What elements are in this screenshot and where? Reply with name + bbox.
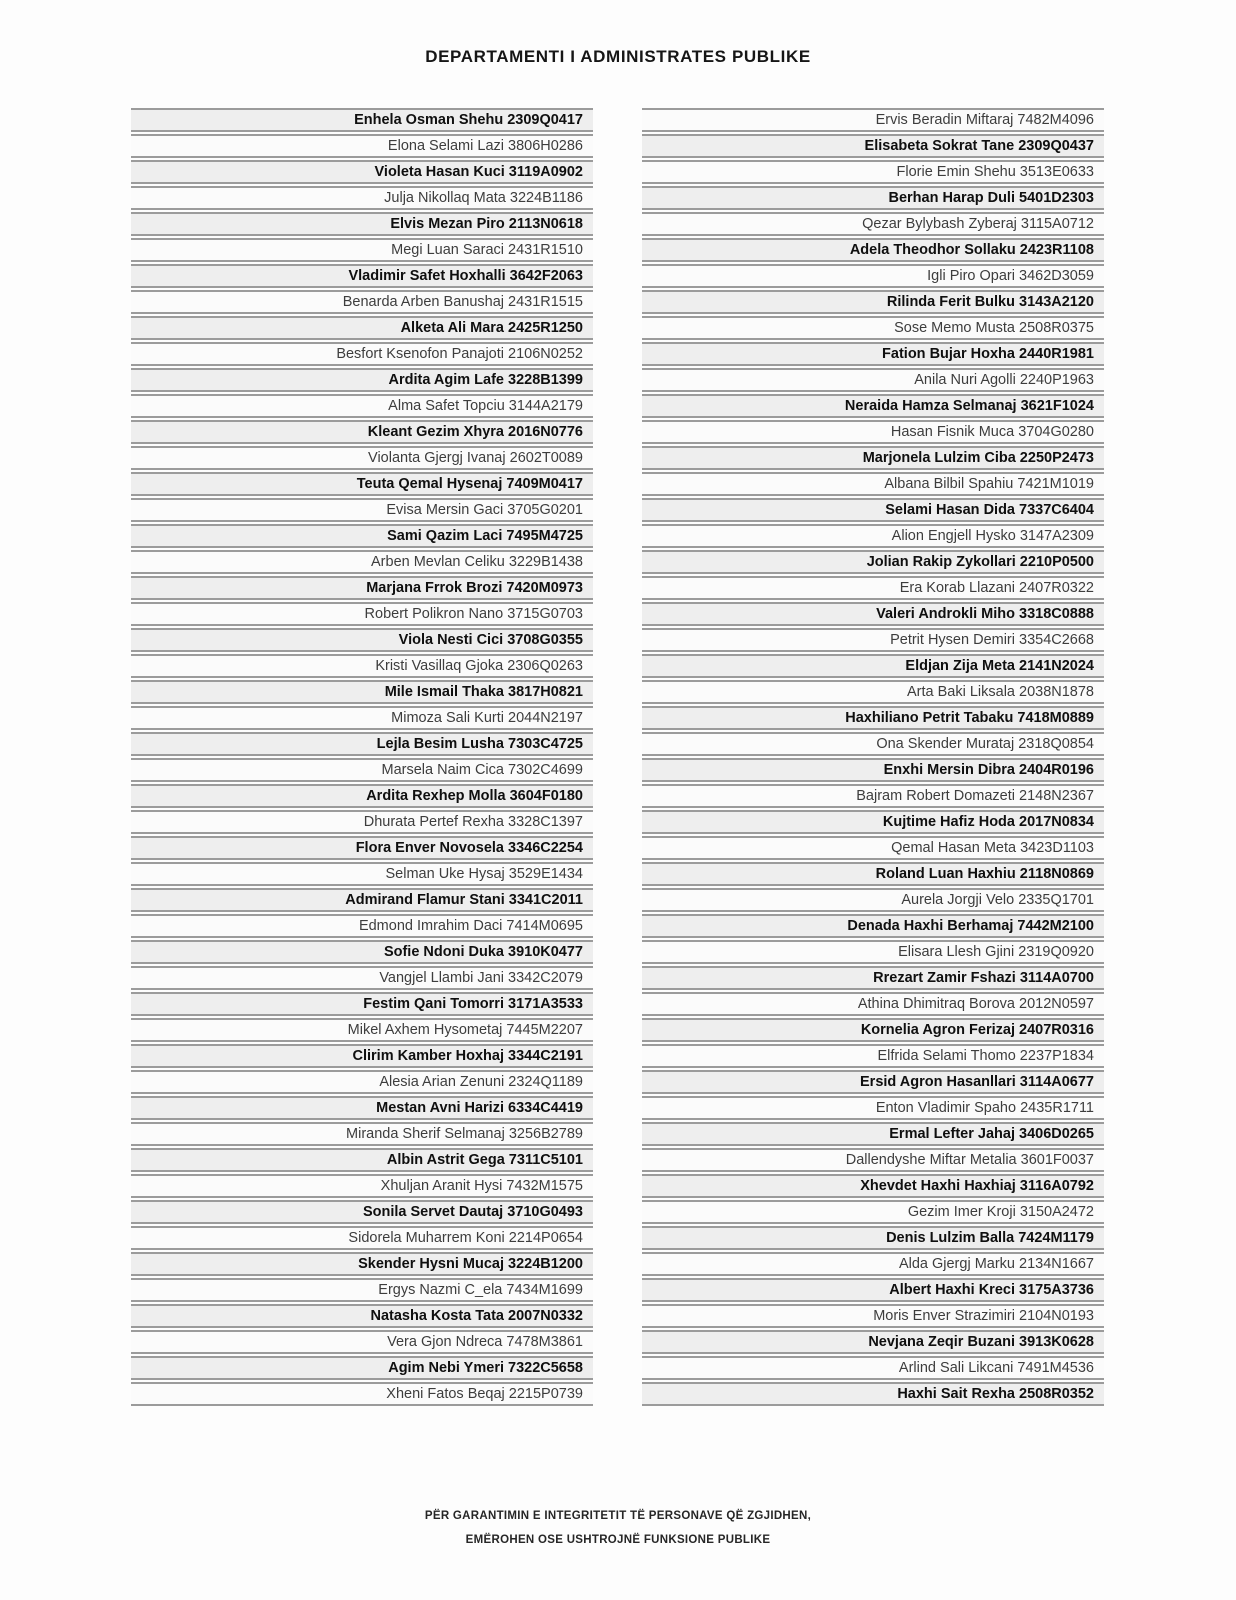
list-item: Besfort Ksenofon Panajoti 2106N0252: [131, 342, 593, 366]
list-item: Bajram Robert Domazeti 2148N2367: [642, 784, 1104, 808]
list-item: Megi Luan Saraci 2431R1510: [131, 238, 593, 262]
list-item: Violanta Gjergj Ivanaj 2602T0089: [131, 446, 593, 470]
list-item: Viola Nesti Cici 3708G0355: [131, 628, 593, 652]
list-item: Kornelia Agron Ferizaj 2407R0316: [642, 1018, 1104, 1042]
list-item: Sose Memo Musta 2508R0375: [642, 316, 1104, 340]
list-item: Arta Baki Liksala 2038N1878: [642, 680, 1104, 704]
left-column: [131, 108, 593, 1408]
list-item: Albin Astrit Gega 7311C5101: [131, 1148, 593, 1172]
list-item: Enton Vladimir Spaho 2435R1711: [642, 1096, 1104, 1120]
list-item: Mikel Axhem Hysometaj 7445M2207: [131, 1018, 593, 1042]
list-item: Roland Luan Haxhiu 2118N0869: [642, 862, 1104, 886]
list-item: Skender Hysni Mucaj 3224B1200: [131, 1252, 593, 1276]
list-item: Aurela Jorgji Velo 2335Q1701: [642, 888, 1104, 912]
list-item: Florie Emin Shehu 3513E0633: [642, 160, 1104, 184]
list-item: Selman Uke Hysaj 3529E1434: [131, 862, 593, 886]
list-item: Elfrida Selami Thomo 2237P1834: [642, 1044, 1104, 1068]
list-item: Albert Haxhi Kreci 3175A3736: [642, 1278, 1104, 1302]
list-item: Mile Ismail Thaka 3817H0821: [131, 680, 593, 704]
footer-line-1: PËR GARANTIMIN E INTEGRITETIT TË PERSONAVE QË ZGJIDHEN,: [424, 1510, 812, 1522]
footer-line-2: EMËROHEN OSE USHTROJNË FUNKSIONE PUBLIKE: [465, 1534, 771, 1547]
list-item: Kleant Gezim Xhyra 2016N0776: [131, 420, 593, 444]
list-item: Athina Dhimitraq Borova 2012N0597: [642, 992, 1104, 1016]
list-item: Adela Theodhor Sollaku 2423R1108: [642, 238, 1104, 262]
list-item: Edmond Imrahim Daci 7414M0695: [131, 914, 593, 938]
list-item: Elona Selami Lazi 3806H0286: [131, 134, 593, 158]
list-item: Mestan Avni Harizi 6334C4419: [131, 1096, 593, 1120]
list-item: Clirim Kamber Hoxhaj 3344C2191: [131, 1044, 593, 1068]
list-item: Hasan Fisnik Muca 3704G0280: [642, 420, 1104, 444]
list-item: Vangjel Llambi Jani 3342C2079: [131, 966, 593, 990]
list-item: Alda Gjergj Marku 2134N1667: [642, 1252, 1104, 1276]
list-item: Ervis Beradin Miftaraj 7482M4096: [642, 108, 1104, 132]
list-item: Arben Mevlan Celiku 3229B1438: [131, 550, 593, 574]
list-item: Ona Skender Murataj 2318Q0854: [642, 732, 1104, 756]
list-item: Dallendyshe Miftar Metalia 3601F0037: [642, 1148, 1104, 1172]
list-item: Denis Lulzim Balla 7424M1179: [642, 1226, 1104, 1250]
footer-text: [0, 1504, 1236, 1552]
list-item: Benarda Arben Banushaj 2431R1515: [131, 290, 593, 314]
list-item: Haxhi Sait Rexha 2508R0352: [642, 1382, 1104, 1406]
list-item: Gezim Imer Kroji 3150A2472: [642, 1200, 1104, 1224]
list-item: Sami Qazim Laci 7495M4725: [131, 524, 593, 548]
list-item: Kujtime Hafiz Hoda 2017N0834: [642, 810, 1104, 834]
list-item: Teuta Qemal Hysenaj 7409M0417: [131, 472, 593, 496]
list-item: Elisabeta Sokrat Tane 2309Q0437: [642, 134, 1104, 158]
list-item: Haxhiliano Petrit Tabaku 7418M0889: [642, 706, 1104, 730]
list-item: Sonila Servet Dautaj 3710G0493: [131, 1200, 593, 1224]
list-item: Qezar Bylybash Zyberaj 3115A0712: [642, 212, 1104, 236]
list-item: Festim Qani Tomorri 3171A3533: [131, 992, 593, 1016]
list-item: Valeri Androkli Miho 3318C0888: [642, 602, 1104, 626]
list-item: Nevjana Zeqir Buzani 3913K0628: [642, 1330, 1104, 1354]
list-item: Julja Nikollaq Mata 3224B1186: [131, 186, 593, 210]
list-item: Eldjan Zija Meta 2141N2024: [642, 654, 1104, 678]
list-item: Enxhi Mersin Dibra 2404R0196: [642, 758, 1104, 782]
list-item: Evisa Mersin Gaci 3705G0201: [131, 498, 593, 522]
list-item: Xheni Fatos Beqaj 2215P0739: [131, 1382, 593, 1406]
list-item: Alion Engjell Hysko 3147A2309: [642, 524, 1104, 548]
list-item: Elisara Llesh Gjini 2319Q0920: [642, 940, 1104, 964]
list-item: Kristi Vasillaq Gjoka 2306Q0263: [131, 654, 593, 678]
list-item: Marjonela Lulzim Ciba 2250P2473: [642, 446, 1104, 470]
list-item: Moris Enver Strazimiri 2104N0193: [642, 1304, 1104, 1328]
list-item: Natasha Kosta Tata 2007N0332: [131, 1304, 593, 1328]
list-item: Xhuljan Aranit Hysi 7432M1575: [131, 1174, 593, 1198]
list-item: Mimoza Sali Kurti 2044N2197: [131, 706, 593, 730]
list-item: Ermal Lefter Jahaj 3406D0265: [642, 1122, 1104, 1146]
list-item: Agim Nebi Ymeri 7322C5658: [131, 1356, 593, 1380]
list-item: Marjana Frrok Brozi 7420M0973: [131, 576, 593, 600]
list-item: Miranda Sherif Selmanaj 3256B2789: [131, 1122, 593, 1146]
list-item: Selami Hasan Dida 7337C6404: [642, 498, 1104, 522]
list-item: Anila Nuri Agolli 2240P1963: [642, 368, 1104, 392]
list-item: Admirand Flamur Stani 3341C2011: [131, 888, 593, 912]
list-item: Flora Enver Novosela 3346C2254: [131, 836, 593, 860]
list-item: Xhevdet Haxhi Haxhiaj 3116A0792: [642, 1174, 1104, 1198]
list-item: Violeta Hasan Kuci 3119A0902: [131, 160, 593, 184]
list-item: Robert Polikron Nano 3715G0703: [131, 602, 593, 626]
list-item: Neraida Hamza Selmanaj 3621F1024: [642, 394, 1104, 418]
list-item: Fation Bujar Hoxha 2440R1981: [642, 342, 1104, 366]
list-item: Era Korab Llazani 2407R0322: [642, 576, 1104, 600]
list-item: Jolian Rakip Zykollari 2210P0500: [642, 550, 1104, 574]
list-item: Qemal Hasan Meta 3423D1103: [642, 836, 1104, 860]
list-item: Alketa Ali Mara 2425R1250: [131, 316, 593, 340]
list-item: Arlind Sali Likcani 7491M4536: [642, 1356, 1104, 1380]
page-title: DEPARTAMENTI I ADMINISTRATES PUBLIKE: [425, 47, 811, 66]
list-item: Sofie Ndoni Duka 3910K0477: [131, 940, 593, 964]
list-item: Denada Haxhi Berhamaj 7442M2100: [642, 914, 1104, 938]
list-item: Ardita Rexhep Molla 3604F0180: [131, 784, 593, 808]
list-item: Albana Bilbil Spahiu 7421M1019: [642, 472, 1104, 496]
list-item: Dhurata Pertef Rexha 3328C1397: [131, 810, 593, 834]
list-item: Lejla Besim Lusha 7303C4725: [131, 732, 593, 756]
list-item: Alesia Arian Zenuni 2324Q1189: [131, 1070, 593, 1094]
list-item: Vera Gjon Ndreca 7478M3861: [131, 1330, 593, 1354]
name-list-columns: [131, 108, 1104, 1408]
list-item: Sidorela Muharrem Koni 2214P0654: [131, 1226, 593, 1250]
list-item: Rilinda Ferit Bulku 3143A2120: [642, 290, 1104, 314]
right-column: [642, 108, 1104, 1408]
list-item: Vladimir Safet Hoxhalli 3642F2063: [131, 264, 593, 288]
list-item: Rrezart Zamir Fshazi 3114A0700: [642, 966, 1104, 990]
list-item: Marsela Naim Cica 7302C4699: [131, 758, 593, 782]
list-item: Alma Safet Topciu 3144A2179: [131, 394, 593, 418]
list-item: Ardita Agim Lafe 3228B1399: [131, 368, 593, 392]
list-item: Elvis Mezan Piro 2113N0618: [131, 212, 593, 236]
list-item: Petrit Hysen Demiri 3354C2668: [642, 628, 1104, 652]
list-item: Berhan Harap Duli 5401D2303: [642, 186, 1104, 210]
list-item: Enhela Osman Shehu 2309Q0417: [131, 108, 593, 132]
list-item: Ersid Agron Hasanllari 3114A0677: [642, 1070, 1104, 1094]
list-item: Igli Piro Opari 3462D3059: [642, 264, 1104, 288]
list-item: Ergys Nazmi C_ela 7434M1699: [131, 1278, 593, 1302]
